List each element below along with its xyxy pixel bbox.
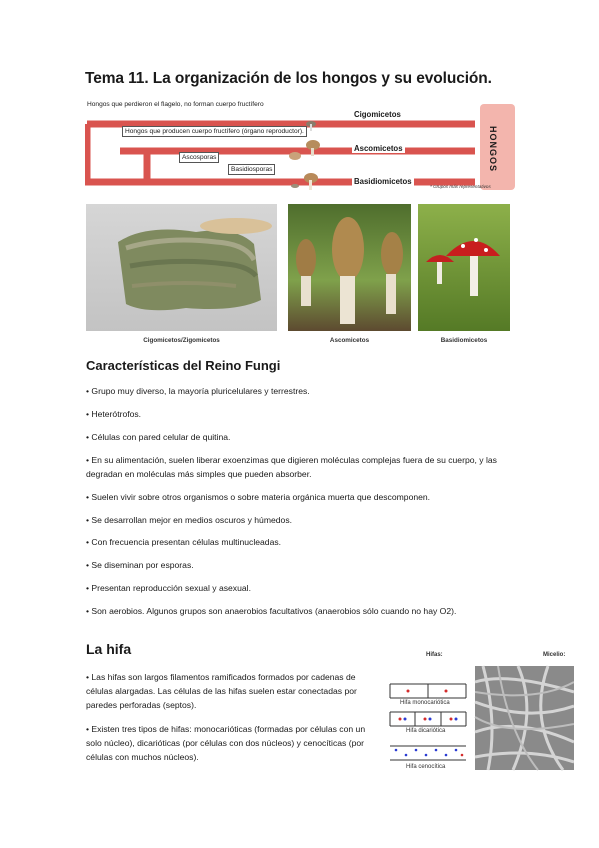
caption-basidiomicetos: Basidiomicetos bbox=[440, 337, 488, 344]
phylogeny-diagram bbox=[85, 100, 515, 192]
branch-ascomicetos: Ascomicetos bbox=[354, 144, 403, 153]
label-micelio: Micelio: bbox=[543, 652, 566, 658]
photo-morels bbox=[288, 204, 411, 331]
list-item: • En su alimentación, suelen liberar exoenzimas que digieren moléculas complejas fuera de su cuerpo, y las degradan en moléculas más simples que pueden absorber. bbox=[86, 455, 497, 479]
label-hifa-monocariotica: Hifa monocariótica bbox=[400, 700, 450, 706]
section-heading-caracteristicas: Características del Reino Fungi bbox=[86, 358, 281, 373]
list-item: • Existen tres tipos de hifas: monocarióticas (formadas por células con un solo núcleo), dicarióticas (por células con dos núcleos) y cenocíticas (por células con muchos núcleos). bbox=[86, 724, 366, 762]
label-hifa-cenocitica: Hifa cenocítica bbox=[406, 764, 446, 770]
list-item: • Con frecuencia presentan células multinucleadas. bbox=[86, 537, 282, 547]
label-ascosporas: Ascosporas bbox=[179, 152, 219, 163]
caption-cigomicetos: Cigomicetos/Zigomicetos bbox=[143, 337, 220, 344]
label-cuerpo-fructifero: Hongos que producen cuerpo fructífero (órgano reproductor). bbox=[122, 126, 307, 137]
list-item: • Suelen vivir sobre otros organismos o sobre materia orgánica muerta que descomponen. bbox=[86, 492, 431, 502]
side-label-hongos: HONGOS bbox=[488, 126, 498, 173]
photo-amanita bbox=[418, 204, 510, 331]
list-item: • Se desarrollan mejor en medios oscuros y húmedos. bbox=[86, 515, 293, 525]
list-item: • Presentan reproducción sexual y asexual. bbox=[86, 583, 251, 593]
list-item: • Células con pared celular de quitina. bbox=[86, 432, 231, 442]
label-basidiosporas: Basidiosporas bbox=[228, 164, 275, 175]
list-item: • Se diseminan por esporas. bbox=[86, 560, 194, 570]
phylogeny-graphic bbox=[85, 100, 515, 192]
branch-basidiomicetos: Basidiomicetos bbox=[354, 177, 412, 186]
section-heading-hifa: La hifa bbox=[86, 641, 132, 657]
hyphae-graphic bbox=[388, 662, 574, 776]
hyphae-figure bbox=[388, 652, 574, 776]
diagram-footnote: * Grupos más representativos bbox=[430, 184, 491, 189]
list-item: • Grupo muy diverso, la mayoría pluricelulares y terrestres. bbox=[86, 386, 310, 396]
label-no-flagelo: Hongos que perdieron el flagelo, no forman cuerpo fructífero bbox=[87, 101, 264, 108]
label-hifa-dicariotica: Hifa dicariótica bbox=[406, 728, 446, 734]
list-item: • Son aerobios. Algunos grupos son anaerobios facultativos (anaerobios sólo cuando no hay O2). bbox=[86, 606, 457, 616]
caption-ascomicetos: Ascomicetos bbox=[329, 337, 370, 344]
branch-cigomicetos: Cigomicetos bbox=[354, 110, 401, 119]
page-title: Tema 11. La organización de los hongos y su evolución. bbox=[85, 70, 492, 87]
list-item: • Las hifas son largos filamentos ramificados formados por cadenas de células alargadas. Las células de las hifas suelen estar conectadas por paredes perforadas (septos). bbox=[86, 672, 357, 710]
list-item: • Heterótrofos. bbox=[86, 409, 142, 419]
label-hifas: Hifas: bbox=[426, 652, 443, 658]
photo-moldy-bread bbox=[86, 204, 277, 331]
